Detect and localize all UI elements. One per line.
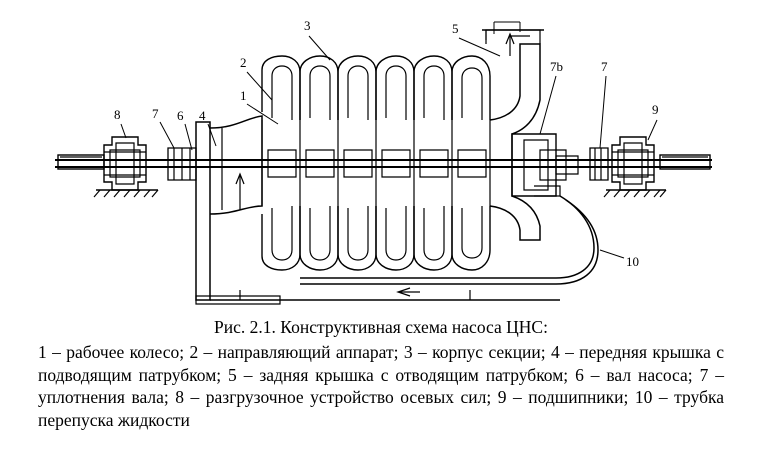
- callout-4: 4: [199, 108, 206, 123]
- callout-8: 7b: [550, 59, 563, 74]
- callout-10: 10: [626, 254, 639, 269]
- figure-caption-title: Рис. 2.1. Конструктивная схема насоса ЦНС:: [214, 317, 548, 337]
- callout-7-right: 7: [601, 59, 608, 74]
- callout-9-right: 9: [652, 102, 659, 117]
- callout-5: 5: [452, 21, 459, 36]
- callout-3: 3: [304, 18, 311, 33]
- callout-9-left: 8: [114, 107, 121, 122]
- callout-2: 2: [240, 55, 247, 70]
- figure-caption-block: [0, 316, 762, 431]
- figure-legend: 1 – рабочее колесо; 2 – направляющий аппарат; 3 – корпус секции; 4 – передняя крышка с подводящим патрубком; 5 – задняя крышка с отводящим патрубком; 6 – вал насоса; 7 – уплотнения вала; 8 – разгрузочное устройство осевых сил; 9 – подшипники; 10 – трубка перепуска жидкости: [38, 342, 724, 430]
- callout-6: 6: [177, 108, 184, 123]
- callout-7-left: 7: [152, 106, 159, 121]
- callout-1: 1: [240, 88, 247, 103]
